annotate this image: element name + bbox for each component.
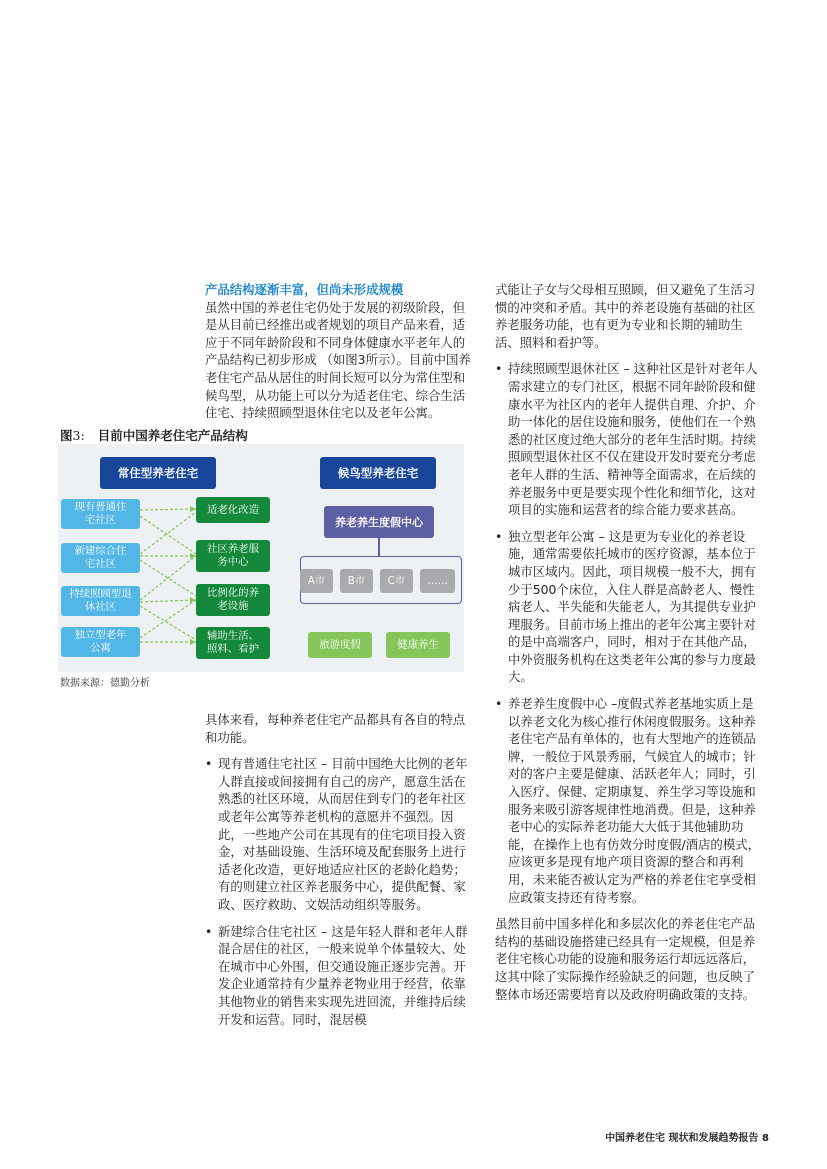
figure-title-number: 3: — [72, 428, 85, 443]
city-node-more: …… — [420, 569, 455, 593]
bullet-resort-center: • 养老养生度假中心 –度假式养老基地实质上是以养老文化为核心推行休闲度假服务。这种养老住宅产品有单体的，也有大型地产的连锁品牌，一般位于风景秀丽，气候宜人的城市；针对的客户主要是健康、活跃老年人；同时，引入医疗、保健、定期康复、养生学习等设施和服务来吸引游客规律性地消费。但是，这种养老中心的实际养老功能大大低于其他辅助功能，在操作上也有仿效分时度假/酒店的模式，应该更多是现有地产项目资源的整合和再利用，未来能否被认定为严格的养老住宅享受相应政策支持还有待考察。 — [495, 695, 763, 906]
city-node-b: B市 — [340, 569, 373, 593]
resort-center-connector — [378, 538, 380, 556]
figure-title-text: 目前中国养老住宅产品结构 — [97, 428, 248, 443]
bullet-senior-apartment: • 独立型老年公寓 – 这是更为专业化的养老设施，通常需要依托城市的医疗资源，基本位于城市区域内。因此，项目规模一般不大，拥有少于500个床位，入住人群是高龄老人、慢性病老人、半失能和失能老人，为其提供专业护理服务。目前市场上推出的老年公寓主要针对的是中高端客户，同时，相对于在其他产品，中外资服务机构在这类老年公寓的参与力度最大。 — [495, 528, 763, 686]
left-node-new-community: 新建综合住宅社区 — [61, 543, 140, 573]
figure-title-prefix: 图 — [60, 428, 73, 443]
resort-center-node: 养老养生度假中心 — [324, 506, 434, 538]
resident-housing-header: 常住型养老住宅 — [100, 457, 216, 489]
left-node-senior-apartment: 独立型老年公寓 — [61, 627, 140, 657]
migratory-housing-header: 候鸟型养老住宅 — [320, 457, 436, 489]
section-heading: 产品结构逐渐丰富，但尚未形成规模 — [205, 282, 404, 297]
bullet-existing-community: • 现有普通住宅社区 – 目前中国绝大比例的老年人群直接或间接拥有自己的房产，愿意生活在熟悉的社区环境，从而居住到专门的老年社区或老年公寓等养老机构的意愿并不强烈。因此，一些地产公司在其现有的住宅项目投入资金，对基础设施、生活环境及配套服务上进行适老化改造，更好地适应社区的老龄化趋势；有的则建立社区养老服务中心，提供配餐、家政、医疗救助、文娱活动组织等服务。 — [205, 755, 475, 913]
mid-node-community-service-center: 社区养老服务中心 — [196, 540, 270, 572]
city-node-a: A市 — [300, 569, 333, 593]
footer-report-title: 中国养老住宅 现状和发展趋势报告 — [605, 1133, 759, 1144]
left-column-upper — [205, 281, 475, 422]
page-footer — [605, 1129, 769, 1144]
left-node-ccrc: 持续照顾型退休社区 — [61, 586, 140, 616]
figure-source: 数据来源：德勤分析 — [60, 678, 150, 689]
left-column-lower — [205, 711, 475, 1028]
bullet-new-community: • 新建综合住宅社区 – 这是年轻人群和老年人群混合居住的社区，一般来说单个体量较大、处在城市中心外围，但交通设施正逐步完善。开发企业通常持有少量养老物业用于经营，依靠其他物业的销售来实现先进回流，并维持后续开发和运营。同时，混居模 — [205, 923, 475, 1029]
product-structure-diagram — [58, 444, 464, 672]
right-closing-paragraph: 虽然目前中国多样化和多层次化的养老住宅产品结构的基础设施搭建已经具有一定规模，但是养老住宅核心功能的设施和服务运行却远远落后，这其中除了实际操作经验缺乏的问题，也反映了整体市场还需要培育以及政府明确政策的支持。 — [495, 916, 756, 1002]
mid-node-proportional-facilities: 比例化的养老设施 — [196, 584, 270, 616]
bottom-node-health: 健康养生 — [386, 632, 450, 658]
figure-title — [60, 426, 248, 444]
footer-page-number: 8 — [762, 1133, 769, 1144]
mid-node-assisted-living: 辅助生活、照料、看护 — [196, 627, 270, 659]
left-lower-intro: 具体来看，每种养老住宅产品都具有各自的特点和功能。 — [205, 712, 466, 745]
bottom-node-tourism: 旅游度假 — [308, 632, 372, 658]
intro-paragraph: 虽然中国的养老住宅仍处于发展的初级阶段，但是从目前已经推出或者规划的项目产品来看，适应于不同年龄阶段和不同身体健康水平老年人的产品结构已初步形成 （如图3所示）。目前中国养老住宅产品从居住的时间长短可以分为常住型和候鸟型，从功能上可以分为适老住宅、综合生活住宅、持续照顾型退休住宅以及老年公寓。 — [205, 299, 471, 421]
right-column — [495, 281, 763, 1003]
left-node-existing-community: 现有普通住宅社区 — [61, 499, 140, 529]
bullet-ccrc: • 持续照顾型退休社区 – 这种社区是针对老年人需求建立的专门社区，根据不同年龄阶段和健康水平为社区内的老年人提供自理、介护、介助一体化的居住设施和服务，使他们在一个熟悉的社区度过绝大部分的老年生活时期。持续照顾型退休社区不仅在建设开发时要充分考虑老年人群的生活、精神等全面需求，在后续的养老服务中更是要实现个性化和细节化，这对项目的实施和运营者的综合能力要求甚高。 — [495, 360, 763, 518]
mid-node-age-friendly-retrofit: 适老化改造 — [196, 497, 270, 523]
city-node-c: C市 — [380, 569, 413, 593]
right-continuation: 式能让子女与父母相互照顾，但又避免了生活习惯的冲突和矛盾。其中的养老设施有基础的社区养老服务功能，也有更为专业和长期的辅助生活、照料和看护等。 — [495, 282, 756, 350]
